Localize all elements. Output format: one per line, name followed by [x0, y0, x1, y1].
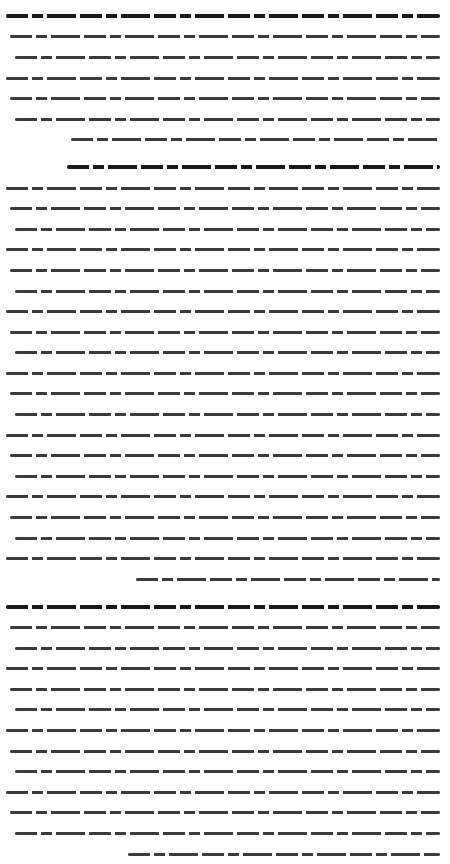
text-line: [6, 507, 440, 528]
text-line: [6, 720, 440, 741]
text-line: [6, 301, 440, 322]
text-line: [6, 88, 440, 109]
text-line: [6, 679, 440, 700]
text-line: [6, 569, 440, 590]
text-line: [6, 68, 440, 89]
text-line: [6, 741, 440, 762]
text-line: [6, 782, 440, 803]
text-line: [6, 425, 440, 446]
text-line: [6, 466, 440, 487]
text-line: [6, 219, 440, 240]
text-line: [6, 240, 440, 261]
text-line: [6, 363, 440, 384]
paragraph: [6, 157, 440, 589]
text-line: [6, 130, 440, 151]
document-body: [6, 6, 440, 864]
text-line: [6, 178, 440, 199]
text-line: [6, 47, 440, 68]
text-line: [6, 445, 440, 466]
text-line: [6, 198, 440, 219]
paragraph: [6, 597, 440, 864]
text-line: [6, 658, 440, 679]
text-line: [6, 6, 440, 27]
text-line: [6, 322, 440, 343]
text-line: [6, 343, 440, 364]
text-line: [6, 700, 440, 721]
text-line: [6, 528, 440, 549]
text-line: [6, 638, 440, 659]
text-line: [6, 404, 440, 425]
text-line: [6, 157, 440, 178]
text-line: [6, 548, 440, 569]
text-line: [6, 281, 440, 302]
text-line: [6, 109, 440, 130]
paragraph: [6, 6, 440, 150]
text-line: [6, 617, 440, 638]
text-line: [6, 487, 440, 508]
text-line: [6, 761, 440, 782]
text-line: [6, 803, 440, 824]
text-line: [6, 260, 440, 281]
text-line: [6, 384, 440, 405]
text-line: [6, 597, 440, 618]
text-line: [6, 823, 440, 844]
text-line: [6, 844, 440, 864]
text-line: [6, 27, 440, 48]
